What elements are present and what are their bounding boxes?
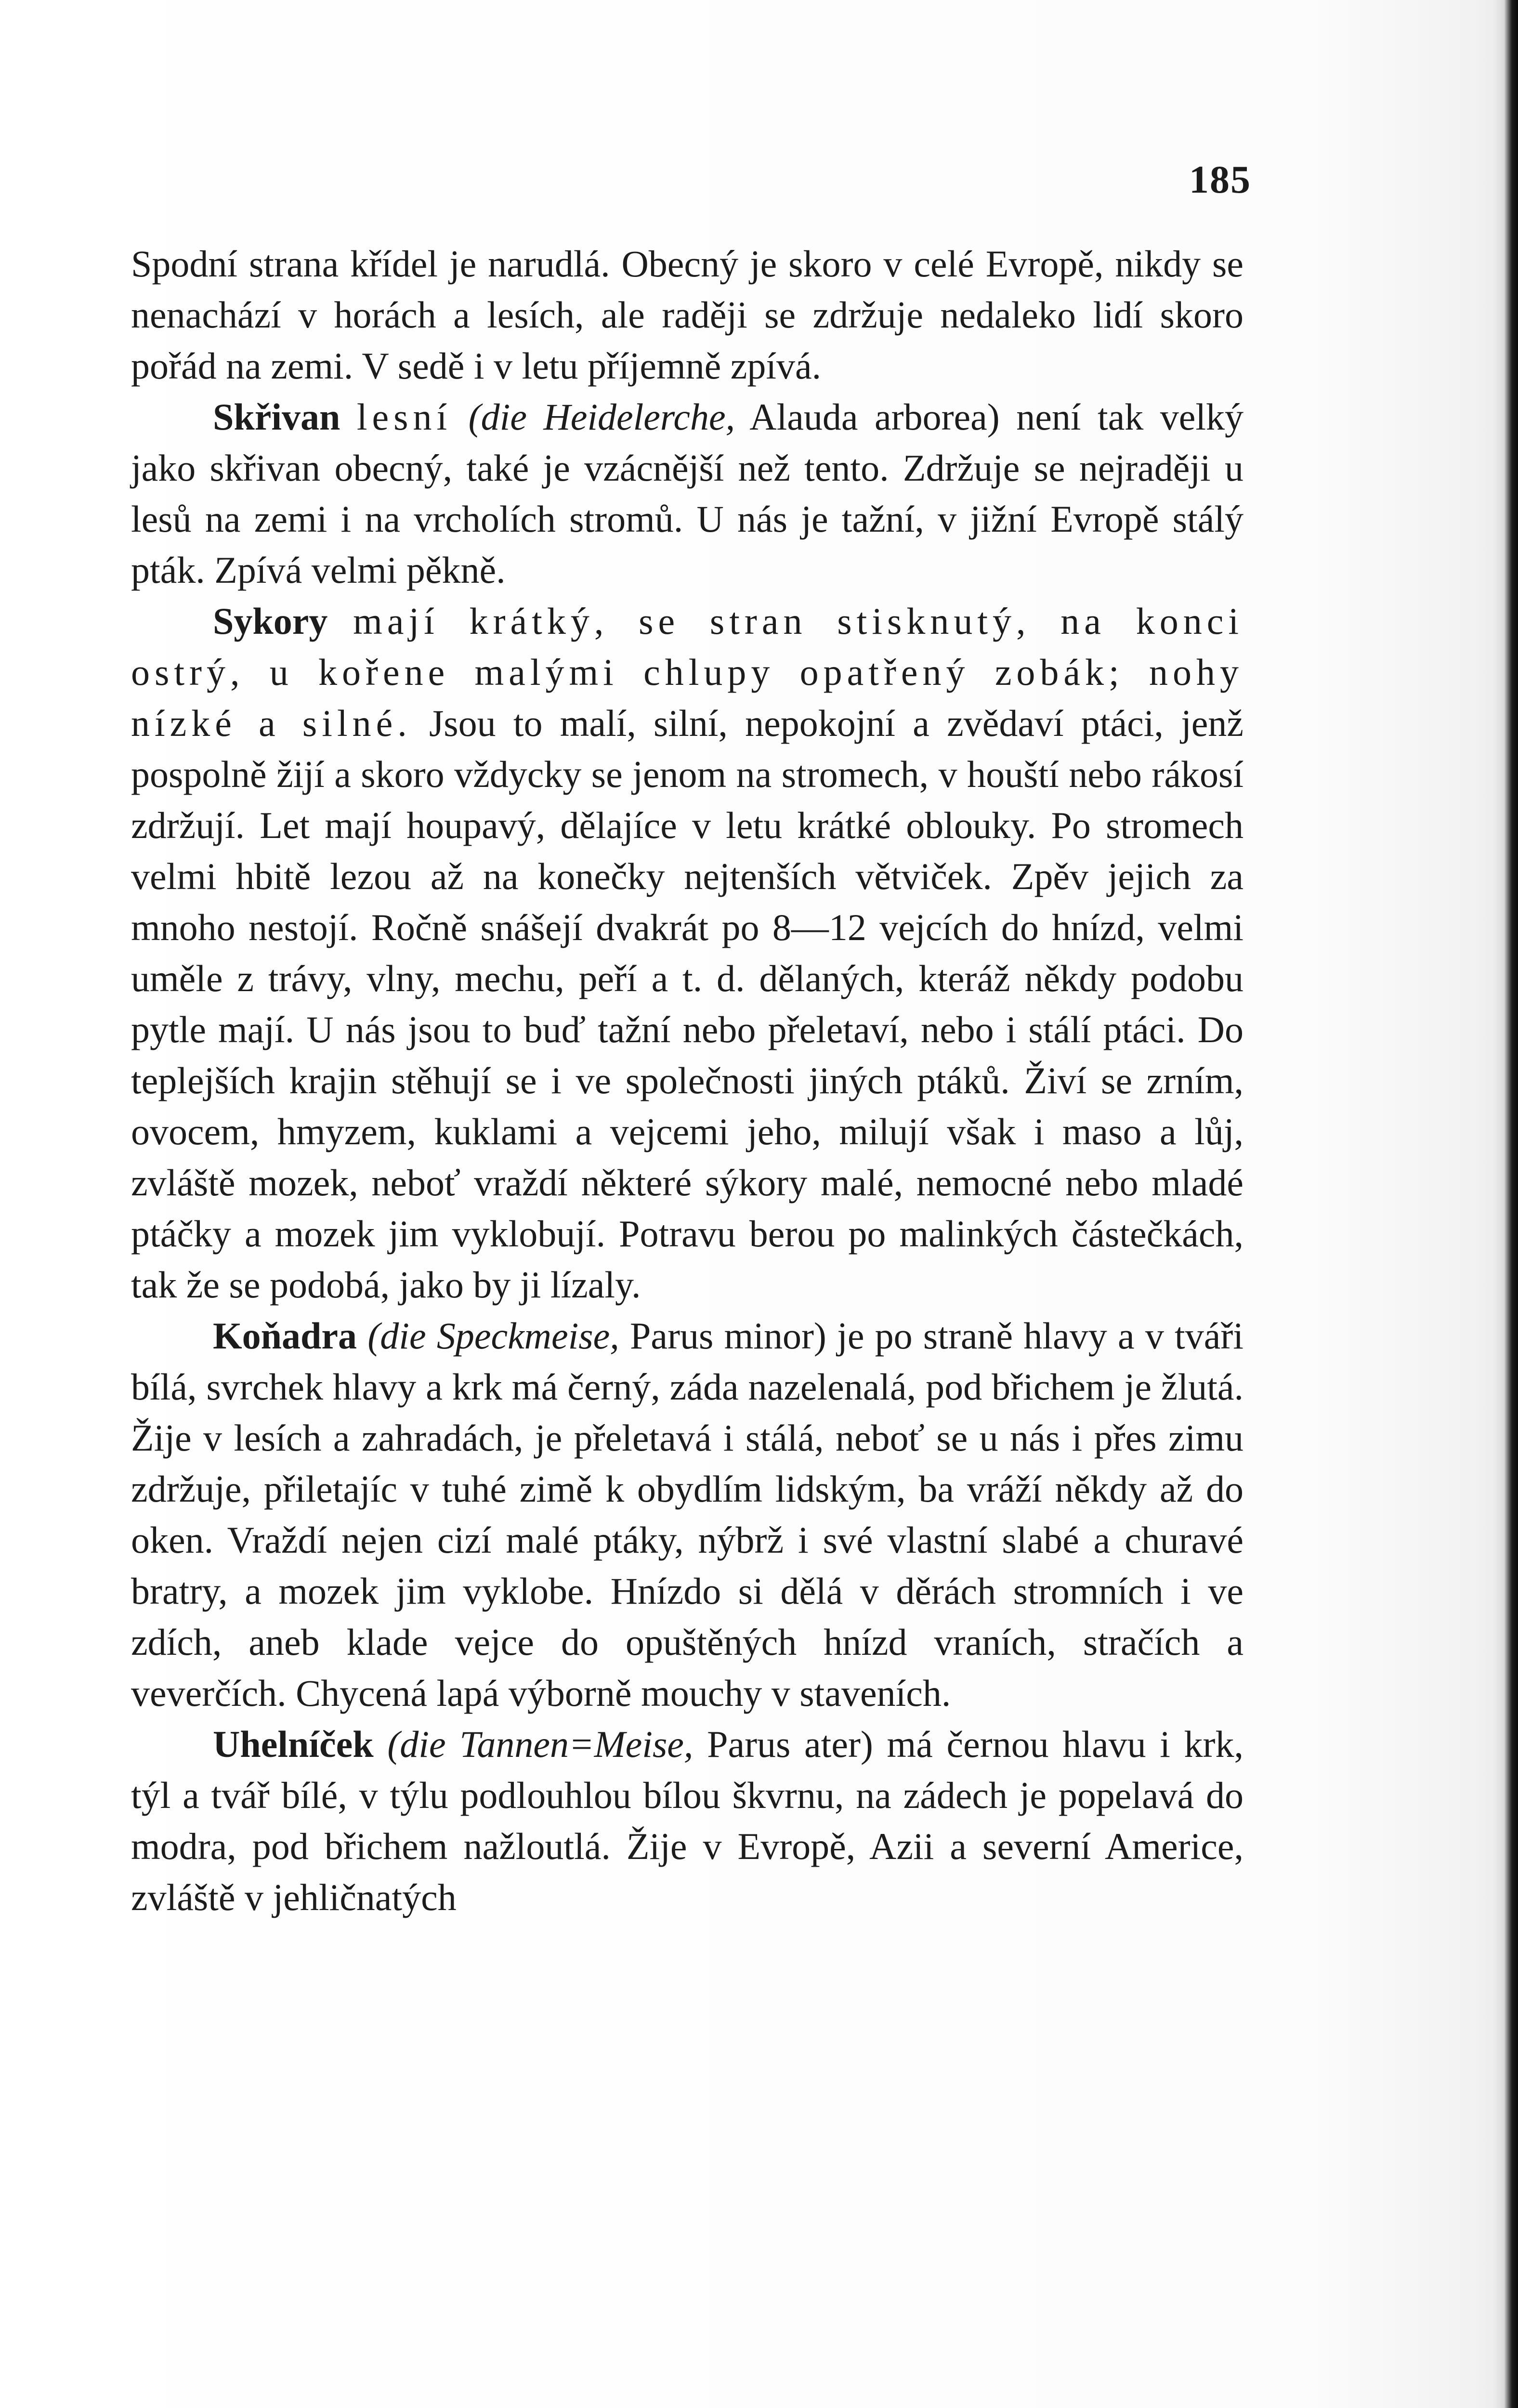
spaced-description: mají krátký, se stran stisknutý, na konci ostrý, u kořene malými chlupy opatřený zobák; nohy nízké a silné. bbox=[131, 600, 1243, 744]
paragraph-text: Alauda arborea) není tak velký jako skřivan obecný, také je vzácnější než tento. Zdržuje se nejraději u lesů na zemi i na vrcholích stromů. U nás je tažní, v jižní Evropě stálý pták. Zpívá velmi pěkně. bbox=[131, 396, 1243, 591]
paragraph-lark-common bbox=[131, 238, 1243, 392]
german-name: (die Speckmeise, bbox=[367, 1315, 619, 1357]
paragraph-tits bbox=[131, 596, 1243, 1310]
paragraph-great-tit bbox=[131, 1310, 1243, 1719]
species-heading: Koňadra bbox=[213, 1315, 357, 1357]
paragraph-text: Jsou to malí, silní, nepokojní a zvědaví ptáci, jenž pospolně žijí a skoro vždycky se jenom na stromech, v houští nebo rákosí zdržují. Let mají houpavý, dělajíce v letu krátké oblouky. Po stromech velmi hbitě lezou až na konečky nejtenších větviček. Zpěv jejich za mnoho nestojí. Ročně snášejí dvakrát po 8—12 vejcích do hnízd, velmi uměle z trávy, vlny, mechu, peří a t. d. dělaných, kteráž někdy podobu pytle mají. U nás jsou to buď tažní nebo přeletaví, nebo i stálí ptáci. Do teplejších krajin stěhují se i ve společnosti jiných ptáků. Živí se zrním, ovocem, hmyzem, kuklami a vejcemi jeho, milují však i maso a lůj, zvláště mozek, neboť vraždí některé sýkory malé, nemocné nebo mladé ptáčky a mozek jim vyklobují. Potravu berou po malinkých částečkách, tak že se podobá, jako by ji lízaly. bbox=[131, 702, 1243, 1306]
page-text bbox=[131, 238, 1243, 1923]
paragraph-text: Parus minor) je po straně hlavy a v tváři bílá, svrchek hlavy a krk má černý, záda nazelenalá, pod břichem je žlutá. Žije v lesích a zahradách, je přeletavá i stálá, neboť se u nás i přes zimu zdržuje, přiletajíc v tuhé zimě k obydlím lidským, ba vráží někdy až do oken. Vraždí nejen cizí malé ptáky, nýbrž i své vlastní slabé a churavé bratry, a mozek jim vyklobe. Hnízdo si dělá v děrách stromních i ve zdích, aneb klade vejce do opuštěných hnízd vraních, stračích a veverčích. Chycená lapá výborně mouchy v staveních. bbox=[131, 1315, 1243, 1714]
page-number: 185 bbox=[1189, 157, 1251, 201]
paragraph-woodlark bbox=[131, 392, 1243, 596]
species-heading: Skřivan bbox=[213, 396, 340, 438]
paragraph-text: Parus ater) má černou hlavu i krk, týl a tvář bílé, v týlu podlouhlou bílou škvrnu, na zádech je popelavá do modra, pod břichem nažloutlá. Žije v Evropě, Azii a severní Americe, zvláště v jehličnatých bbox=[131, 1723, 1244, 1918]
scan-dark-edge bbox=[1505, 0, 1518, 2408]
species-heading: Sykory bbox=[213, 600, 328, 642]
species-heading: Uhelníček bbox=[213, 1723, 374, 1765]
german-name: (die Tannen=Meise, bbox=[387, 1723, 694, 1765]
paragraph-coal-tit bbox=[131, 1719, 1243, 1923]
german-name: (die Heidelerche, bbox=[468, 396, 735, 438]
scan-edge-shadow bbox=[1493, 0, 1505, 2408]
species-epithet: lesní bbox=[356, 396, 452, 438]
paragraph-text: Spodní strana křídel je narudlá. Obecný je skoro v celé Evropě, nikdy se nenachází v horách a lesích, ale raději se zdržuje nedaleko lidí skoro pořád na zemi. V sedě i v letu příjemně zpívá. bbox=[131, 243, 1243, 387]
